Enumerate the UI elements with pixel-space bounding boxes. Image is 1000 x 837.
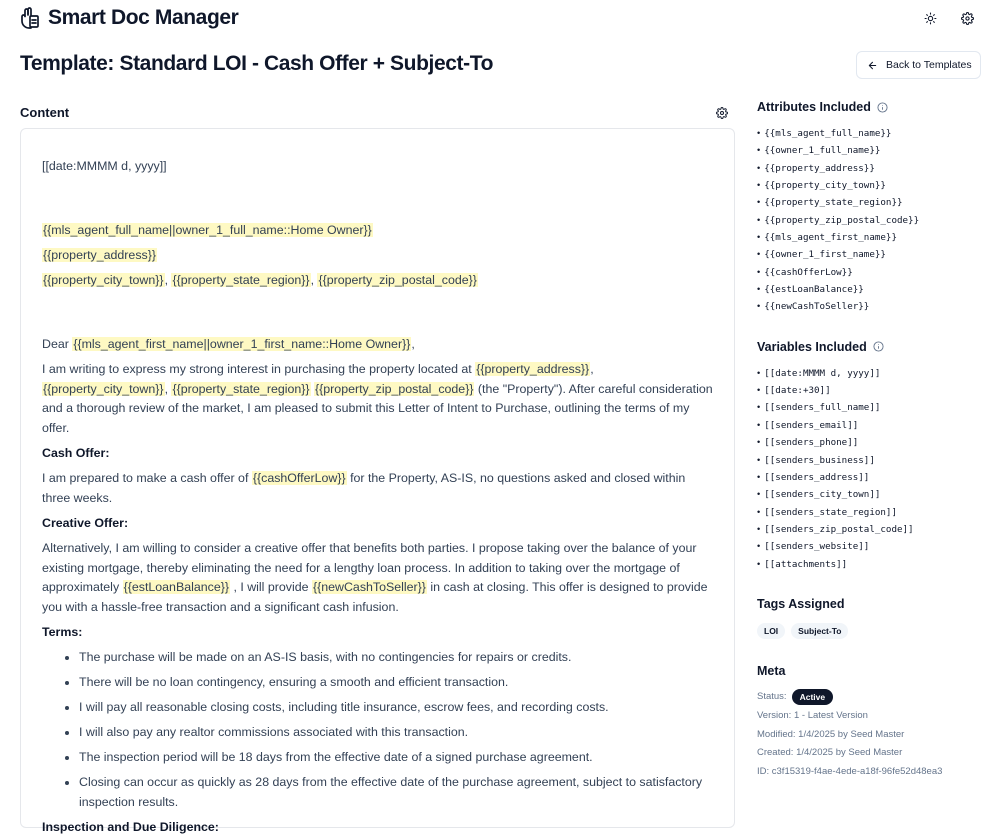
- terms-item: • There will be no loan contingency, ensuring a smooth and efficient transaction.: [79, 673, 713, 693]
- list-item: • {{property_city_town}}: [757, 177, 987, 194]
- meta-id: ID: c3f15319-f4ae-4ede-a18f-96fe52d48ea3: [757, 766, 943, 778]
- placeholder-token: {{property_address}}: [43, 248, 156, 262]
- brand[interactable]: [20, 6, 238, 30]
- list-item: • [[senders_city_town]]: [757, 486, 987, 503]
- terms-item: • Closing can occur as quickly as 28 days from the effective date of the purchase agreement, subject to satisfactory inspection results.: [79, 773, 713, 812]
- content-section-title: Content: [20, 105, 70, 120]
- separator: ,: [310, 273, 318, 287]
- separator: ,: [164, 381, 172, 396]
- list-item: • [[senders_email]]: [757, 417, 987, 434]
- placeholder-token: {{property_city_town}}: [43, 381, 164, 396]
- list-item: • [[senders_phone]]: [757, 434, 987, 451]
- address-street-line: [42, 246, 713, 266]
- placeholder-token: {{property_state_region}}: [172, 273, 310, 287]
- status-label: Status:: [757, 690, 787, 702]
- list-item: • [[date:MMMM d, yyyy]]: [757, 365, 987, 382]
- list-item: • [[attachments]]: [757, 556, 987, 573]
- variables-list: [757, 365, 987, 573]
- creative-offer-heading: Creative Offer:: [42, 515, 129, 530]
- terms-item: • The purchase will be made on an AS-IS basis, with no contingencies for repairs or credits.: [79, 648, 713, 668]
- list-item: • {{owner_1_first_name}}: [757, 246, 987, 263]
- list-item: • [[senders_business]]: [757, 452, 987, 469]
- paragraph-text: I am writing to express my strong interest in purchasing the property located at: [42, 362, 476, 376]
- paragraph-text: , I will provide: [230, 580, 312, 595]
- list-item: • [[senders_website]]: [757, 538, 987, 555]
- tag-badge[interactable]: LOI: [757, 623, 785, 639]
- list-item: • [[senders_full_name]]: [757, 399, 987, 416]
- intro-paragraph: [42, 360, 713, 439]
- date-line: [[date:MMMM d, yyyy]]: [42, 159, 167, 173]
- meta-status: [757, 688, 987, 707]
- meta-version: Version: 1 - Latest Version: [757, 709, 868, 721]
- list-item: • {{mls_agent_full_name}}: [757, 125, 987, 142]
- salutation-text: Dear: [42, 337, 73, 351]
- salutation-text: ,: [411, 337, 415, 351]
- separator: ,: [164, 273, 172, 287]
- paragraph-text: (the "Property"). After careful consideration and a thorough review of the market, I am pleased to submit this Letter of Intent to Purchase, outlining the terms of my offer.: [42, 381, 713, 436]
- info-icon[interactable]: [877, 102, 888, 113]
- tag-badge[interactable]: Subject-To: [791, 623, 848, 639]
- placeholder-token: {{property_city_town}}: [43, 273, 164, 287]
- status-badge: Active: [792, 689, 834, 705]
- list-item: • [[date:+30]]: [757, 382, 987, 399]
- page-title: Template: Standard LOI - Cash Offer + Subject-To: [20, 52, 493, 75]
- back-to-templates-button[interactable]: [856, 51, 981, 79]
- variables-heading: [757, 340, 987, 354]
- placeholder-token: {{property_address}}: [476, 362, 590, 376]
- placeholder-token: {{mls_agent_full_name||owner_1_full_name::Home Owner}}: [43, 223, 372, 237]
- list-item: • [[senders_address]]: [757, 469, 987, 486]
- variables-title: Variables Included: [757, 339, 867, 354]
- placeholder-token: {{newCashToSeller}}: [312, 580, 426, 595]
- app-header: [0, 0, 1000, 36]
- template-content-editor[interactable]: [20, 128, 735, 834]
- salutation: [42, 335, 713, 355]
- meta-heading: Meta: [757, 663, 786, 678]
- gear-icon: [716, 107, 728, 119]
- terms-item: • The inspection period will be 18 days from the effective date of a signed purchase agreement.: [79, 748, 713, 768]
- list-item: • {{property_zip_postal_code}}: [757, 212, 987, 229]
- terms-item: • I will also pay any realtor commissions associated with this transaction.: [79, 723, 713, 743]
- attributes-list: [757, 125, 987, 316]
- meta-block: [757, 688, 987, 782]
- attributes-heading: [757, 100, 987, 114]
- placeholder-token: {{property_zip_postal_code}}: [318, 273, 477, 287]
- list-item: • [[senders_zip_postal_code]]: [757, 521, 987, 538]
- list-item: • {{cashOfferLow}}: [757, 264, 987, 281]
- theme-toggle-button[interactable]: [919, 7, 941, 29]
- back-to-templates-label: Back to Templates: [886, 59, 972, 71]
- tags-list: [757, 623, 987, 639]
- sun-icon: [924, 12, 937, 25]
- info-icon[interactable]: [873, 341, 884, 352]
- list-item: • {{property_address}}: [757, 160, 987, 177]
- gear-icon: [961, 12, 974, 25]
- creative-offer-paragraph: [42, 539, 713, 618]
- attributes-title: Attributes Included: [757, 100, 871, 114]
- paragraph-text: for the Property, AS-IS, no questions asked and closed within three weeks.: [42, 471, 686, 505]
- app-title: Smart Doc Manager: [48, 6, 239, 29]
- placeholder-token: {{property_state_region}}: [172, 381, 310, 396]
- terms-list: [79, 648, 713, 812]
- list-item: • {{estLoanBalance}}: [757, 281, 987, 298]
- tags-heading: Tags Assigned: [757, 596, 845, 611]
- template-details-sidebar: [757, 100, 987, 782]
- meta-modified: Modified: 1/4/2025 by Seed Master: [757, 728, 905, 740]
- hand-document-icon: [20, 7, 40, 29]
- placeholder-token: {{mls_agent_first_name||owner_1_first_name::Home Owner}}: [73, 337, 411, 351]
- list-item: • {{property_state_region}}: [757, 194, 987, 211]
- address-city-line: [42, 271, 713, 291]
- paragraph-text: in cash at closing. This offer is designed to provide you with a hassle-free transaction and a significant cash infusion.: [42, 580, 708, 614]
- placeholder-token: {{cashOfferLow}}: [252, 471, 346, 486]
- list-item: • {{newCashToSeller}}: [757, 298, 987, 315]
- list-item: • {{owner_1_full_name}}: [757, 142, 987, 159]
- meta-created: Created: 1/4/2025 by Seed Master: [757, 747, 903, 759]
- cash-offer-heading: Cash Offer:: [42, 446, 110, 461]
- paragraph-text: I am prepared to make a cash offer of: [42, 471, 252, 486]
- terms-item: • I will pay all reasonable closing costs, including title insurance, escrow fees, and recording costs.: [79, 698, 713, 718]
- address-name-line: [42, 221, 713, 241]
- separator: ,: [590, 362, 594, 376]
- arrow-left-icon: [867, 60, 878, 71]
- placeholder-token: {{estLoanBalance}}: [123, 580, 230, 595]
- content-settings-button[interactable]: [713, 104, 731, 122]
- terms-heading: Terms:: [42, 624, 83, 639]
- list-item: • [[senders_state_region]]: [757, 504, 987, 521]
- paragraph-text: Alternatively, I am willing to consider a creative offer that benefits both parties. I propose taking over the balance of your existing mortgage, thereby eliminating the need for a lengthy loan process. In addition to taking over the mortgage of approximately: [42, 540, 697, 595]
- placeholder-token: {{property_zip_postal_code}}: [315, 381, 474, 396]
- list-item: • {{mls_agent_first_name}}: [757, 229, 987, 246]
- settings-button[interactable]: [956, 7, 978, 29]
- cash-offer-paragraph: [42, 469, 713, 508]
- inspection-heading: Inspection and Due Diligence:: [42, 819, 219, 834]
